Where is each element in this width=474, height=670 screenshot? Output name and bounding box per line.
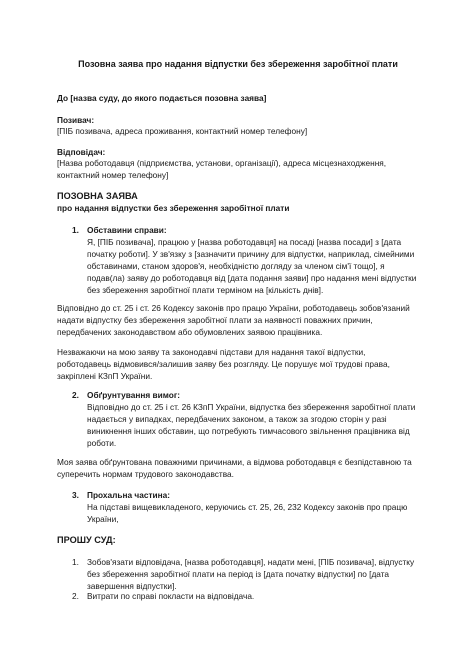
request-title: ПРОШУ СУД: — [57, 535, 116, 545]
plaintiff-text: [ПІБ позивача, адреса проживання, контактний номер телефону] — [57, 126, 308, 136]
section-3-text: На підставі вищевикладеного, керуючись ст. 25, 26, 232 Кодексу законів про працю України, — [87, 502, 408, 524]
defendant-label: Відповідач: — [57, 147, 106, 157]
section-1-number: 1. — [72, 225, 79, 235]
section-3-heading: Прохальна частина: — [87, 490, 171, 500]
section-3-number: 3. — [72, 490, 79, 500]
court-line: До [назва суду, до якого подається позовна заява] — [57, 93, 267, 103]
section-1-text: Я, [ПІБ позивача], працюю у [назва роботодавця] на посаді [назва посади] з [дата початку роботи]. У зв'язку з [зазначити причину для відпустки, наприклад, сімейними обставинами, станом здоров'я, необхідністю догляду за членом сім'ї тощо], я подав(ла) заяву до роботодавця від [дата подання заяви] про надання мені відпустки без збереження заробітної плати терміном на [кількість днів]. — [87, 237, 417, 295]
document-title: Позовна заява про надання відпустки без збереження заробітної плати — [78, 59, 398, 69]
request-2-number: 2. — [72, 591, 79, 601]
defendant-text: [Назва роботодавця (підприємства, установи, організації), адреса місцезнаходження, контактний номер телефону] — [57, 158, 387, 180]
claim-title: ПОЗОВНА ЗАЯВА — [57, 191, 138, 201]
section-2-heading: Обґрунтування вимог: — [87, 390, 181, 400]
paragraph-refusal: Незважаючи на мою заяву та законодавчі підстави для надання такої відпустки, роботодавець відмовився/залишив заяву без розгляду. Це порушує мої трудові права, закріплені КЗпП України. — [57, 347, 390, 381]
section-2-text: Відповідно до ст. 25 і ст. 26 КЗпП України, відпустка без збереження заробітної плати надається у випадках, передбачених законом, а також за згодою сторін у разі виникнення інших обставин, що потребують тимчасового звільнення працівника від роботи. — [87, 402, 416, 448]
plaintiff-label: Позивач: — [57, 115, 95, 125]
section-1-heading: Обставини справи: — [87, 225, 167, 235]
request-2-text: Витрати по справі покласти на відповідача. — [87, 591, 255, 601]
paragraph-law-basis: Відповідно до ст. 25 і ст. 26 Кодексу законів про працю України, роботодавець зобов'язаний надати відпустку без збереження заробітної плати за наявності поважних причин, передбачених законодавством або обумовлених заявою працівника. — [57, 303, 410, 337]
request-1-text: Зобов'язати відповідача, [назва роботодавця], надати мені, [ПІБ позивача], відпустку без збереження заробітної плати на період із [дата початку відпустки] по [дата завершення відпустки]. — [87, 557, 415, 591]
request-1-number: 1. — [72, 557, 79, 567]
paragraph-justification: Моя заява обґрунтована поважними причинами, а відмова роботодавця є безпідставною та суперечить нормам трудового законодавства. — [57, 457, 412, 479]
claim-subtitle: про надання відпустки без збереження заробітної плати — [57, 203, 290, 213]
section-2-number: 2. — [72, 390, 79, 400]
